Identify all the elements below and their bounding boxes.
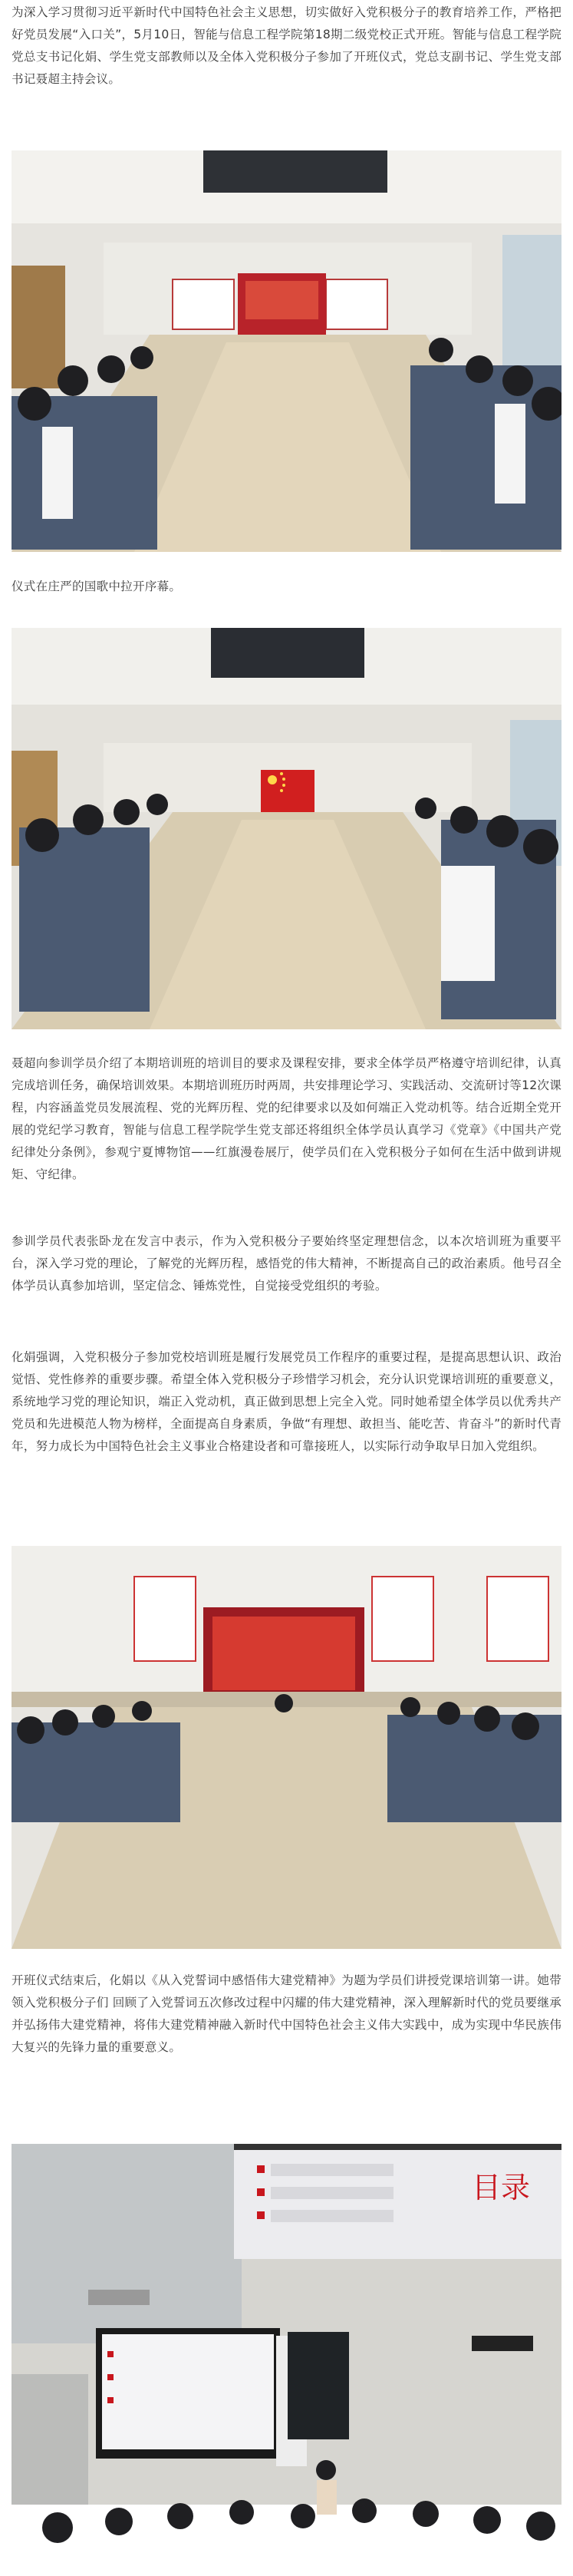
article-paragraph-secretary-remarks: 化娟强调，入党积极分子参加党校培训班是履行发展党员工作程序的重要过程，是提高思想认识、政治觉悟、党性修养的重要步骤。希望全体入党积极分子珍惜学习机会，充分认识党课培训班的重要意义，系统地学习党的理论知识，端正入党动机，真正做到思想上完全入党。同时她希望全体学员以优秀共产党员和先进模范人物为榜样，全面提高自身素质，争做“有理想、敢担当、能吃苦、肯奋斗”的新时代青年，努力成长为中国特色社会主义事业合格建设者和可靠接班人，以实际行动争取早日加入党组织。 — [12, 1350, 561, 1453]
meeting-photo-3 — [12, 1546, 561, 1949]
article-paragraph-course-plan: 聂超向参训学员介绍了本期培训班的培训目的要求及课程安排，要求全体学员严格遵守培训纪律，认真完成培训任务，确保培训效果。本期培训班历时两周，共安排理论学习、实践活动、交流研讨等12次课程，内容涵盖党员发展流程、党的光辉历程、党的纪律要求以及如何端正入党动机等。结合近期全党开展的党纪学习教育，智能与信息工程学院学生党支部还将组织全体学员认真学习《党章》《中国共产党纪律处分条例》，参观宁夏博物馆——红旗漫卷展厅，使学员们在入党积极分子如何在生活中做到讲规矩、守纪律。 — [12, 1056, 561, 1181]
article-paragraph-student-speech: 参训学员代表张卧龙在发言中表示，作为入党积极分子要始终坚定理想信念，以本次培训班为重要平台，深入学习党的理论，了解党的光辉历程，感悟党的伟大精神，不断提高自己的政治素质。他号召全体学员认真参加培训，坚定信念、锤炼党性，自觉接受党组织的考验。 — [12, 1234, 561, 1293]
meeting-photo-4 — [12, 2144, 561, 2576]
meeting-photo-1 — [12, 150, 561, 552]
slide-title-text: 目录 — [472, 2171, 531, 2204]
article-paragraph-first-lecture: 开班仪式结束后，化娟以《从入党誓词中感悟伟大建党精神》为题为学员们讲授党课培训第一讲。她带领入党积极分子们 回顾了入党誓词五次修改过程中闪耀的伟大建党精神，深入理解新时代的党员要继承并弘扬伟大建党精神，将伟大建党精神融入新时代中国特色社会主义伟大实践中，成为实现中华民族伟大复兴的先锋力量的重要意义。 — [12, 1973, 561, 2054]
article-paragraph-anthem: 仪式在庄严的国歌中拉开序幕。 — [12, 580, 182, 593]
meeting-photo-2 — [12, 628, 561, 1029]
article-paragraph-intro: 为深入学习贯彻习近平新时代中国特色社会主义思想，切实做好入党积极分子的教育培养工作，严格把好党员发展“入口关”，5月10日，智能与信息工程学院第18期二级党校正式开班。智能与信息工程学院党总支书记化娟、学生党支部教师以及全体入党积极分子参加了开班仪式，党总支副书记、学生党支部书记聂超主持会议。 — [12, 5, 561, 86]
